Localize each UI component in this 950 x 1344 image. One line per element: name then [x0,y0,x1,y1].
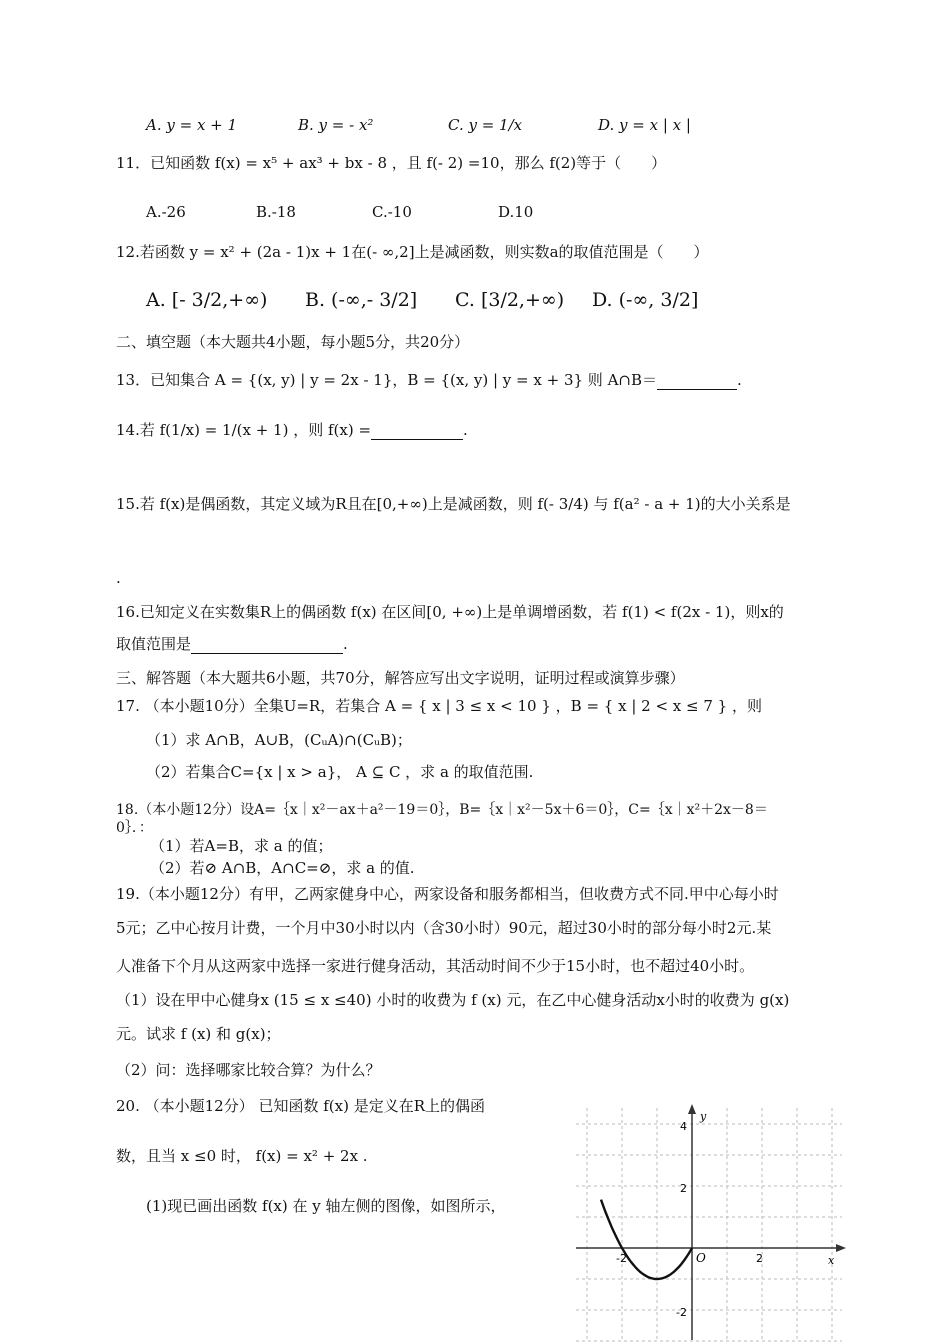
q11-option-b: B.-18 [256,203,296,221]
question-18-line-2: 0｝．： [116,820,153,836]
question-14-text: 14.若 f(1/x) = 1/(x + 1) ，则 f(x) = [116,421,372,439]
question-20-line-1: 20. （本小题12分） 已知函数 f(x) 是定义在R上的偶函 [116,1097,486,1115]
tick-label-y-4: 4 [680,1120,687,1133]
question-19-line-2: 5元；乙中心按月计费，一个月中30小时以内（含30小时）90元，超过30小时的部分每小时2元.某 [116,919,772,937]
question-13: 13．已知集合 A = {(x, y) | y = 2x - 1}，B = {(x, y) | y = x + 3} 则 A∩B＝ . [116,371,742,389]
q10-option-c: C. y = 1/x [448,116,523,134]
question-13-text: 13．已知集合 A = {(x, y) | y = 2x - 1}，B = {(x, y) | y = x + 3} 则 A∩B＝ [116,371,657,389]
question-17-part-1: （1）求 A∩B，A∪B，(CᵤA)∩(CᵤB)； [146,731,412,749]
answer-blank [191,653,343,654]
q12-option-d: D. (-∞, 3/2] [592,289,699,311]
tick-label-y-2: 2 [680,1182,687,1195]
graph-grid [576,1108,842,1341]
q12-option-a: A. [- 3/2,+∞) [146,289,268,311]
question-20-line-2: 数，且当 x ≤0 时， f(x) = x² + 2x . [116,1147,368,1165]
q11-option-c: C.-10 [372,203,412,221]
q10-option-a: A. y = x + 1 [146,116,238,134]
question-20-line-3: (1)现已画出函数 f(x) 在 y 轴左侧的图像，如图所示， [146,1197,506,1215]
question-15-end: . [116,569,121,587]
question-19-line-3: 人准备下个月从这两家中选择一家进行健身活动，其活动时间不少于15小时，也不超过40小时。 [116,957,755,975]
parabola-curve [601,1200,692,1279]
section-2-heading: 二、填空题（本大题共4小题，每小题5分，共20分） [116,333,470,351]
q12-option-c: C. [3/2,+∞) [455,289,565,311]
x-axis-label: x [828,1254,835,1267]
answer-blank [657,389,737,390]
y-axis-arrow [688,1104,696,1114]
question-19-part-1: （1）设在甲中心健身x (15 ≤ x ≤40) 小时的收费为 f (x) 元，在乙中心健身活动x小时的收费为 g(x) [116,991,790,1009]
section-3-heading: 三、解答题（本大题共6小题，共70分，解答应写出文字说明，证明过程或演算步骤） [116,669,685,687]
tick-label-y-neg-2: -2 [676,1306,687,1319]
question-15: 15.若 f(x)是偶函数，其定义域为R且在[0,+∞)上是减函数，则 f(- 3/4) 与 f(a² - a + 1)的大小关系是 [116,495,791,513]
question-18-line-1: 18.（本小题12分）设A=｛x｜x²－ax＋a²－19＝0｝，B=｛x｜x²－5x＋6＝0｝，C=｛x｜x²＋2x－8＝ [116,802,768,818]
question-16-text: 取值范围是 [116,635,192,653]
question-16-line-1: 16.已知定义在实数集R上的偶函数 f(x) 在区间[0, +∞)上是单调增函数，若 f(1) < f(2x - 1)，则x的 [116,603,784,621]
answer-blank [371,439,463,440]
question-18-part-1: （1）若A=B，求 a 的值； [150,837,333,855]
question-19-line-1: 19.（本小题12分）有甲，乙两家健身中心，两家设备和服务都相当，但收费方式不同.甲中心每小时 [116,885,779,903]
question-11-stem: 11．已知函数 f(x) = x⁵ + ax³ + bx - 8 ，且 f(- 2) =10，那么 f(2)等于（ ） [116,154,667,172]
tick-label-x-neg-2: -2 [616,1252,627,1265]
question-12-stem: 12.若函数 y = x² + (2a - 1)x + 1在(- ∞,2]上是减函数，则实数a的取值范围是（ ） [116,243,709,261]
question-19-part-2: （2）问：选择哪家比较合算？为什么？ [116,1061,381,1079]
origin-label: O [696,1251,706,1265]
question-18-part-2: （2）若⊘ A∩B，A∩C=⊘，求 a 的值. [150,859,415,877]
q10-option-d: D. y = x | x | [598,116,691,134]
y-axis-label: y [700,1110,707,1123]
q11-option-d: D.10 [498,203,534,221]
question-19-part-1-cont: 元。试求 f (x) 和 g(x)； [116,1025,281,1043]
q11-option-a: A.-26 [146,203,186,221]
question-17-part-2: （2）若集合C={x | x > a}， A ⊆ C ，求 a 的取值范围. [146,763,534,781]
question-16-line-2: 取值范围是 . [116,635,348,653]
tick-label-x-2: 2 [756,1252,763,1265]
question-17-stem: 17. （本小题10分）全集U=R，若集合 A = { x | 3 ≤ x < 10 } ，B = { x | 2 < x ≤ 7 } ，则 [116,697,762,715]
q12-option-b: B. (-∞,- 3/2] [305,289,418,311]
function-graph [572,1100,848,1344]
question-14: 14.若 f(1/x) = 1/(x + 1) ，则 f(x) = . [116,421,468,439]
x-axis-arrow [836,1244,846,1252]
q10-option-b: B. y = - x² [298,116,374,134]
